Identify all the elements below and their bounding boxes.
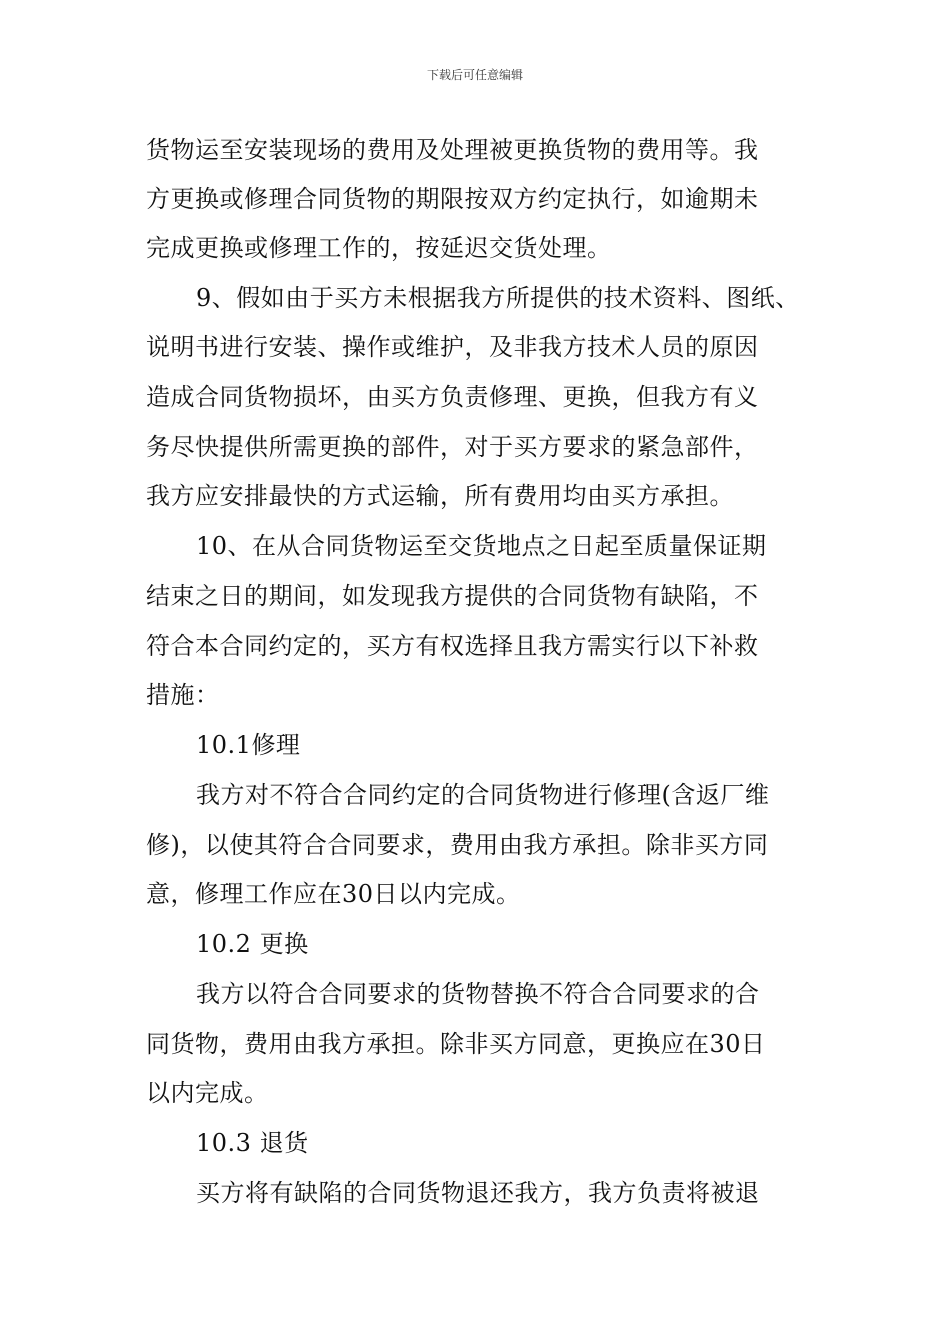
paragraph-10-3-start: 买方将有缺陷的合同货物退还我方，我方负责将被退 — [196, 1179, 760, 1207]
text-line: 完成更换或修理工作的，按延迟交货处理。 — [146, 234, 612, 262]
paragraph-10-1-start: 我方对不符合合同约定的合同货物进行修理(含返厂维 — [196, 781, 770, 809]
text-line: 修)，以使其符合合同要求，费用由我方承担。除非买方同 — [146, 831, 769, 859]
text-line: 以内完成。 — [146, 1079, 269, 1107]
text-line: 货物运至安装现场的费用及处理被更换货物的费用等。我 — [146, 136, 759, 164]
paragraph-10-2-start: 我方以符合合同要求的货物替换不符合合同要求的合 — [196, 980, 760, 1008]
paragraph-10-start: 10、在从合同货物运至交货地点之日起至质量保证期 — [196, 532, 767, 560]
text-line: 务尽快提供所需更换的部件，对于买方要求的紧急部件， — [146, 433, 759, 461]
page-header-note: 下载后可任意编辑 — [426, 68, 523, 82]
text-line: 结束之日的期间，如发现我方提供的合同货物有缺陷，不 — [146, 582, 759, 610]
text-line: 措施： — [146, 681, 220, 709]
text-line: 我方应安排最快的方式运输，所有费用均由买方承担。 — [146, 482, 734, 510]
text-line: 符合本合同约定的，买方有权选择且我方需实行以下补救 — [146, 632, 759, 660]
text-line: 同货物，费用由我方承担。除非买方同意，更换应在30日 — [146, 1030, 766, 1058]
text-line: 说明书进行安装、操作或维护，及非我方技术人员的原因 — [146, 333, 759, 361]
text-line: 造成合同货物损坏，由买方负责修理、更换，但我方有义 — [146, 383, 759, 411]
paragraph-9-start: 9、假如由于买方未根据我方所提供的技术资料、图纸、 — [196, 284, 800, 312]
section-heading-10-1: 10.1修理 — [196, 731, 301, 759]
text-line: 意，修理工作应在30日以内完成。 — [146, 880, 521, 908]
text-line: 方更换或修理合同货物的期限按双方约定执行，如逾期未 — [146, 185, 759, 213]
section-heading-10-2: 10.2 更换 — [196, 930, 309, 958]
section-heading-10-3: 10.3 退货 — [196, 1129, 309, 1157]
